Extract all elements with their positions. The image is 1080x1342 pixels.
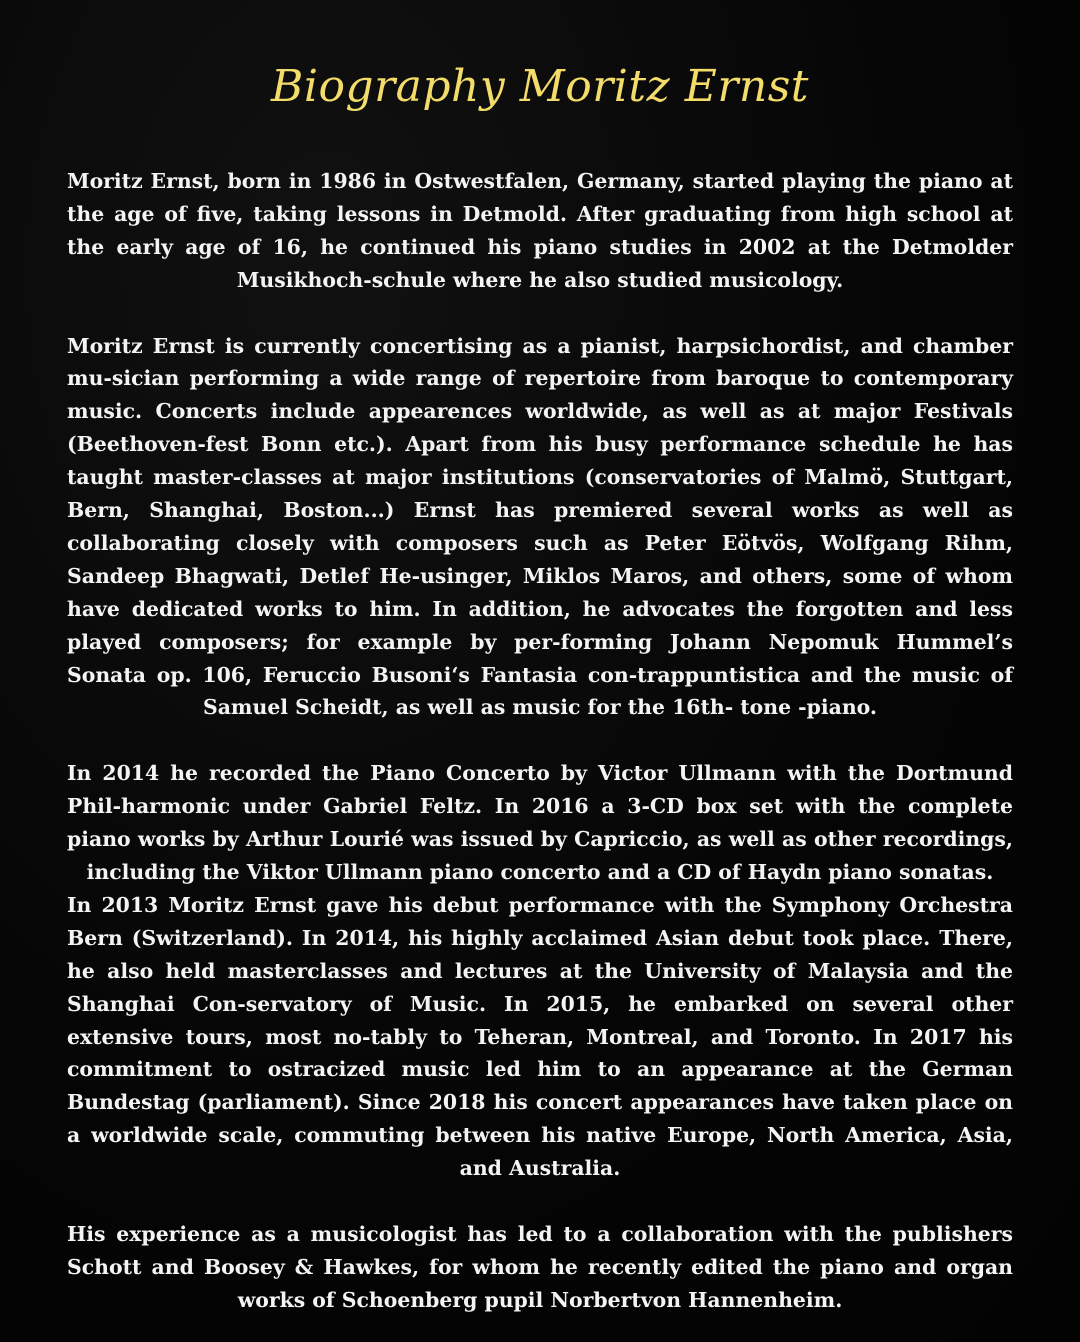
bio-paragraph-musicology: His experience as a musicologist has led to a collaboration with the publishers Schott and Boosey & Hawkes, for whom he recently edited the piano and organ works of Schoenberg pupil Norbertvon Hannenheim. — [67, 1221, 1013, 1312]
paragraph-spacer — [67, 297, 1013, 330]
bio-paragraph-early-life: Moritz Ernst, born in 1986 in Ostwestfalen, Germany, started playing the piano at the age of five, taking lessons in Detmold. After graduating from high school at the early age of 16, he continued his piano studies in 2002 at the Detmolder Musikhoch-schule where he also studied musicology. — [67, 169, 1013, 292]
bio-paragraph-career: Moritz Ernst is currently concertising as a pianist, harpsichordist, and chamber mu-sician performing a wide range of repertoire from baroque to contemporary music. Concerts include appearences worldwide, as well as at major Festivals (Beethoven-fest Bonn etc.). Apart from his busy performance schedule he has taught master-classes at major institutions (conservatories of Malmö, Stuttgart, Bern, Shanghai, Boston...) Ernst has premiered several works as well as collaborating closely with composers such as Peter Eötvös, Wolfgang Rihm, Sandeep Bhagwati, Detlef He-usinger, Miklos Maros, and others, some of whom have dedicated works to him. In addition, he advocates the forgotten and less played composers; for example by per-forming Johann Nepomuk Hummel’s Sonata op. 106, Feruccio Busoni‘s Fantasia con-trappuntistica and the music of Samuel Scheidt, as well as music for the 16th- tone -piano. — [67, 333, 1013, 720]
paragraph-spacer — [67, 724, 1013, 757]
page-title: Biography Moritz Ernst — [271, 61, 809, 112]
paragraph-spacer — [67, 1185, 1013, 1218]
bio-paragraph-recordings: In 2014 he recorded the Piano Concerto by Victor Ullmann with the Dortmund Phil-harmonic under Gabriel Feltz. In 2016 a 3-CD box set with the complete piano works by Arthur Lourié was issued by Capriccio, as well as other recordings, including the Viktor Ullmann piano concerto and a CD of Haydn piano sonatas. — [67, 761, 1013, 884]
bio-paragraph-tours: In 2013 Moritz Ernst gave his debut performance with the Symphony Orchestra Bern (Switzerland). In 2014, his highly acclaimed Asian debut took place. There, he also held masterclasses and lectures at the University of Malaysia and the Shanghai Con-servatory of Music. In 2015, he embarked on several other extensive tours, most no-tably to Teheran, Montreal, and Toronto. In 2017 his commitment to ostracized music led him to an appearance at the German Bundestag (parliament). Since 2018 his concert appearances have taken place on a worldwide scale, commuting between his native Europe, North America, Asia, and Australia. — [67, 892, 1013, 1181]
